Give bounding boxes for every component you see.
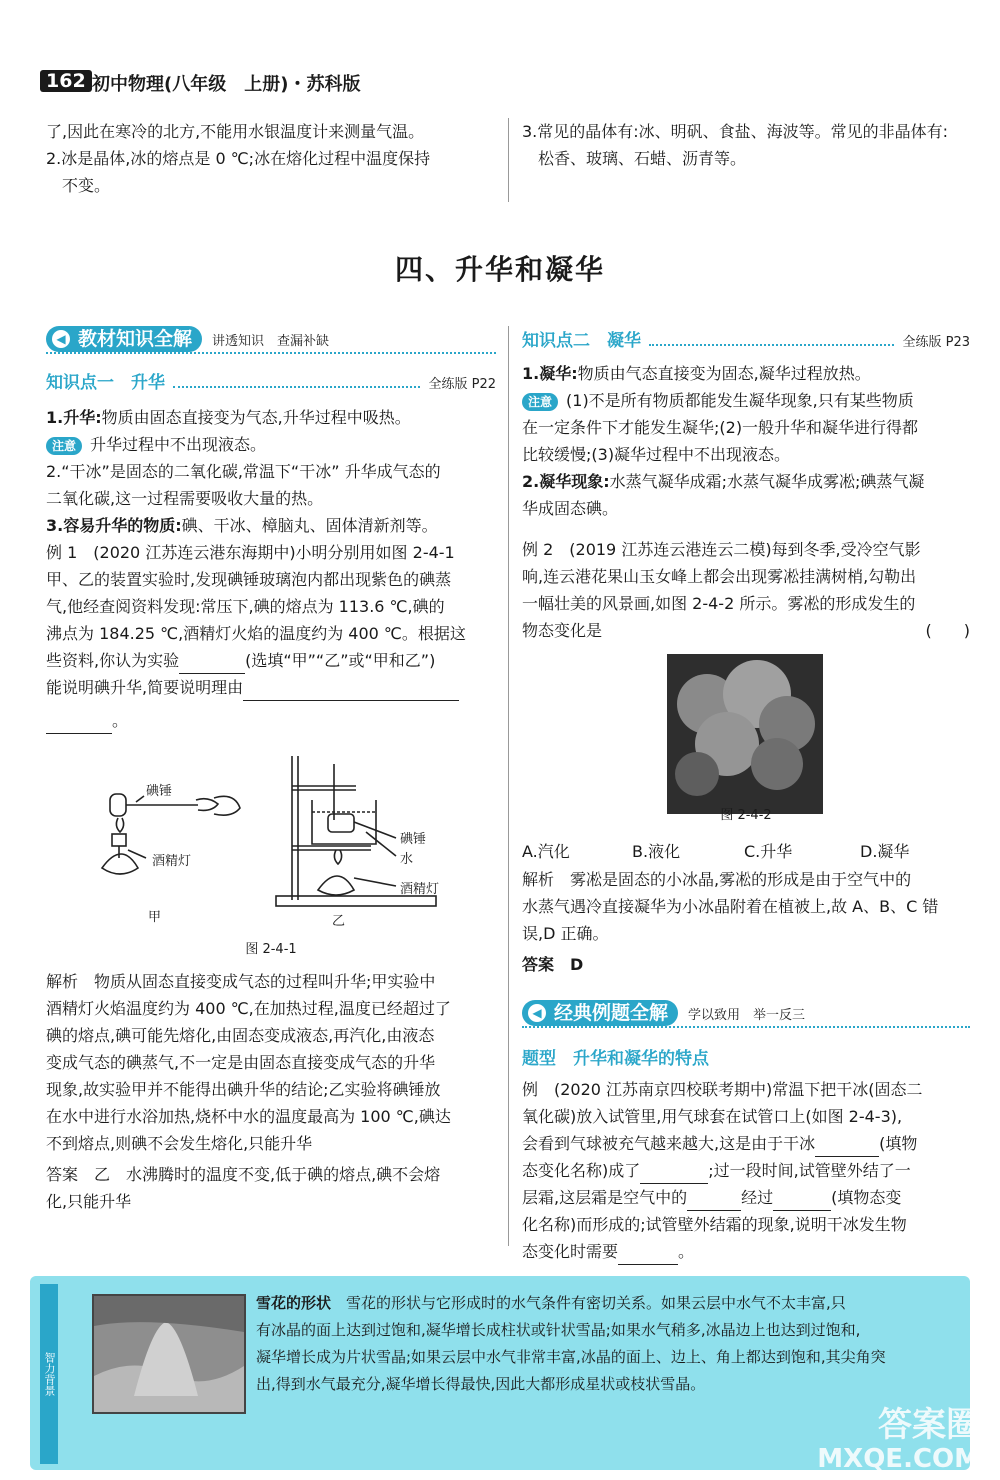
- example-1: 例 1 (2020 江苏连云港东海期中)小明分别用如图 2-4-1 甲、乙的装置实验时,发现碘锤玻璃泡内都出现紫色的碘蒸 气,他经查阅资料发现:常压下,碘的熔点为 113.6 ℃,碘的 沸点为 184.25 ℃,酒精灯火焰的温度约为 400 ℃。根据这 些资料,你认为实验 (选填“甲”“乙”或“甲和乙”) 能说明碘升华,简要说明理由 。: [46, 539, 496, 734]
- answer-1: 答案 乙 水沸腾时的温度不变,低于碘的熔点,碘不会熔: [46, 1165, 441, 1184]
- solution-2: 解析 雾凇是固态的小冰晶,雾凇的形成是由于空气中的 水蒸气遇冷直接凝华为小冰晶附着在植被上,故 A、B、C 错 误,D 正确。 答案 D: [522, 866, 970, 978]
- banner-examples: ◀ 经典例题全解 学以致用 举一反三: [522, 1000, 970, 1028]
- answer-blank[interactable]: [46, 733, 112, 734]
- answer-2: 答案 D: [522, 955, 584, 974]
- option-d[interactable]: D.凝华: [860, 842, 910, 861]
- kp1-content: 1.升华:物质由固态直接变为气态,升华过程中吸热。 注意 升华过程中不出现液态。 2.“干冰”是固态的二氧化碳,常温下“干冰” 升华成气态的 二氧化碳,这一过程需要吸收大量的热。 3.容易升华的物质:碘、干冰、樟脑丸、固体清新剂等。: [46, 408, 441, 535]
- option-c[interactable]: C.升华: [744, 842, 793, 861]
- tip-text: 雪花的形状 雪花的形状与它形成时的水气条件有密切关系。如果云层中水气不太丰富,只 有冰晶的面上达到过饱和,凝华增长成柱状或针状雪晶;如果水气稍多,冰晶边上也达到过饱和, 凝华增长成为片状雪晶;如果云层中水气非常丰富,冰晶的面上、边上、角上都达到饱和,其尖角突 出,得到水气最充分,凝华增长得最快,因此大都形成星状或枝状雪晶。: [256, 1294, 886, 1393]
- figure-2-4-1: 碘锤 酒精灯 甲 碘锤 水 酒精灯 乙: [96, 750, 476, 930]
- snow-mound-image: [94, 1296, 244, 1412]
- solution-1: 解析 物质从固态直接变成气态的过程叫升华;甲实验中 酒精灯火焰温度约为 400 ℃,在加热过程,温度已经超过了 碘的熔点,碘可能先熔化,由固态变成液态,再汽化,由液态 变成气态的碘蒸气,不一定是由固态直接变成气态的升华 现象,故实验甲并不能得出碘升华的结论;乙实验将碘锤放 在水中进行水浴加热,烧杯中水的温度最高为 100 ℃,碘达 不到熔点,则碘不会发生熔化,只能升华 答案 乙 水沸腾时的温度不变,低于碘的熔点,碘不会熔 化,只能升华: [46, 968, 496, 1215]
- knowledge-point-2: 知识点二 凝华 全练版 P23: [522, 331, 970, 351]
- speaker-icon: ◀: [52, 330, 70, 348]
- topic-title: 题型 升华和凝华的特点: [522, 1049, 709, 1069]
- example-3: 例 (2020 江苏南京四校联考期中)常温下把干冰(固态二 氧化碳)放入试管里,用气球套在试管口上(如图 2-4-3), 会看到气球被充气越来越大,这是由于干冰 (填物 态变化名称)成了 ;过一段时间,试管壁外结了一 层霜,这层霜是空气中的 经过 (填物态变 化名称)而形成的;试管壁外结霜的现象,说明干冰发生物 态变化时需要 。: [522, 1076, 970, 1265]
- book-title: 初中物理(八年级 上册)・苏科版: [92, 74, 361, 95]
- figure-caption-2-4-1: 图 2-4-1: [245, 942, 297, 957]
- banner-textbook: ◀ 教材知识全解 讲透知识 查漏补缺: [46, 326, 496, 354]
- rime-tree-image: [667, 654, 823, 814]
- tip-side-label: 智力背景: [40, 1284, 58, 1464]
- knowledge-point-1: 知识点一 升华 全练版 P22: [46, 373, 496, 393]
- example-2: 例 2 (2019 江苏连云港连云二模)每到冬季,受冷空气影 响,连云港花果山玉女峰上都会出现雾凇挂满树梢,勾勒出 一幅壮美的风景画,如图 2-4-2 所示。雾凇的形成发生的 物态变化是 ( ): [522, 540, 970, 640]
- site-watermark: 答案圈 MXQE.COM: [817, 1405, 980, 1474]
- column-divider: [508, 326, 509, 1246]
- column-divider: [508, 118, 509, 202]
- speaker-icon: ◀: [528, 1004, 546, 1022]
- answer-blank[interactable]: [618, 1264, 678, 1265]
- note-badge: 注意: [522, 393, 558, 411]
- top-right-text: 3.常见的晶体有:冰、明矾、食盐、海波等。常见的非晶体有: 松香、玻璃、石蜡、沥青等。: [522, 122, 949, 168]
- kp2-content: 1.凝华:物质由气态直接变为固态,凝华过程放热。 注意 (1)不是所有物质都能发生凝华现象,只有某些物质 在一定条件下才能发生凝华;(2)一般升华和凝华进行得都 比较缓慢;(3)凝华过程中不出现液态。 2.凝华现象:水蒸气凝华成霜;水蒸气凝华成雾凇;碘蒸气凝 华成固态碘。: [522, 364, 925, 518]
- option-a[interactable]: A.汽化: [522, 842, 570, 861]
- top-left-text: 了,因此在寒冷的北方,不能用水银温度计来测量气温。 2.冰是晶体,冰的熔点是 0 ℃;冰在熔化过程中温度保持 不变。: [46, 122, 431, 195]
- option-b[interactable]: B.液化: [632, 842, 681, 861]
- section-title: 四、升华和凝华: [394, 253, 605, 286]
- snow-photo: [92, 1294, 246, 1414]
- answer-blank[interactable]: [243, 700, 459, 701]
- note-badge: 注意: [46, 437, 82, 455]
- page-number: 162: [40, 70, 92, 92]
- rime-photo: [667, 654, 823, 814]
- figure-caption-2-4-2: 图 2-4-2: [720, 808, 772, 823]
- choice-options: [522, 838, 970, 865]
